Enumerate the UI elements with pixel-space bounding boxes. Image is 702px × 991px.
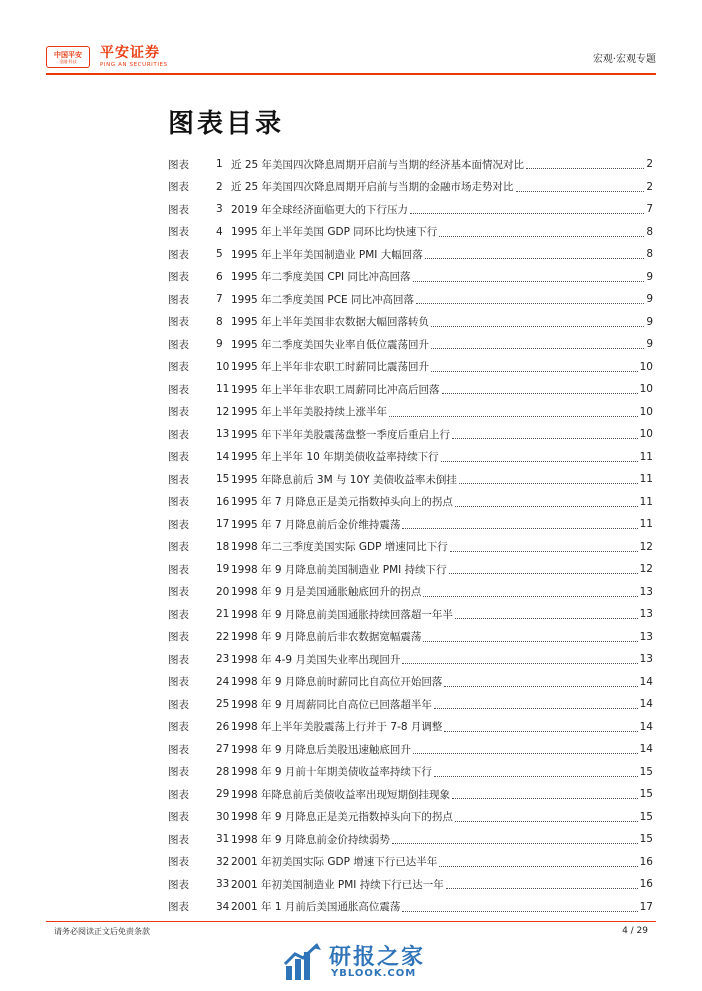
toc-title: 1998 年降息前后美债收益率出现短期倒挂现象	[231, 788, 451, 801]
toc-title: 1995 年上半年 10 年期美债收益率持续下行	[231, 451, 439, 464]
toc-leader	[402, 910, 637, 912]
toc-row[interactable]	[168, 176, 653, 199]
toc-leader	[516, 190, 645, 192]
toc-row[interactable]	[168, 806, 653, 829]
toc-label: 图表	[168, 766, 189, 779]
toc-title: 1995 年上半年美国制造业 PMI 大幅回落	[231, 248, 423, 261]
toc-page: 16	[639, 855, 653, 868]
toc-number: 28	[216, 765, 230, 778]
toc-title: 2001 年 1 月前后美国通胀高位震荡	[231, 901, 401, 914]
bar-chart-icon	[283, 942, 323, 982]
toc-leader	[455, 505, 638, 507]
toc-leader	[392, 842, 638, 844]
toc-leader	[425, 257, 645, 259]
brand-cn: 平安证券	[100, 45, 160, 61]
toc-page: 2	[646, 180, 653, 193]
toc-number: 1	[216, 158, 223, 171]
toc-number: 9	[216, 338, 223, 351]
toc-row[interactable]	[168, 356, 653, 379]
toc-leader	[423, 640, 637, 642]
toc-title: 1995 年 7 月降息正是美元指数掉头向上的拐点	[231, 496, 453, 509]
toc-label: 图表	[168, 158, 189, 171]
page-title: 图表目录	[168, 109, 285, 139]
toc-page: 14	[639, 675, 653, 688]
toc-title: 1995 年上半年美国 GDP 同环比均快速下行	[231, 226, 438, 239]
toc-number: 25	[216, 698, 230, 711]
toc-page: 9	[646, 338, 653, 351]
toc-page: 10	[639, 405, 653, 418]
toc-number: 11	[216, 383, 230, 396]
toc-label: 图表	[168, 518, 189, 531]
toc-leader	[434, 707, 638, 709]
pingan-logo	[46, 46, 90, 68]
toc-number: 32	[216, 855, 230, 868]
toc-label: 图表	[168, 428, 189, 441]
header-rule	[46, 73, 656, 75]
brand-en: PING AN SECURITIES	[100, 62, 168, 68]
toc-page: 11	[639, 450, 653, 463]
toc-number: 20	[216, 585, 230, 598]
toc-row[interactable]	[168, 378, 653, 401]
toc-label: 图表	[168, 743, 189, 756]
toc-label: 图表	[168, 293, 189, 306]
toc-number: 19	[216, 563, 230, 576]
toc-page: 13	[639, 653, 653, 666]
toc-label: 图表	[168, 631, 189, 644]
toc-row[interactable]	[168, 648, 653, 671]
toc-title: 1995 年二季度美国 PCE 同比冲高回落	[231, 293, 415, 306]
toc-number: 4	[216, 225, 223, 238]
toc-label: 图表	[168, 496, 189, 509]
toc-row[interactable]	[168, 468, 653, 491]
toc-leader	[389, 415, 638, 417]
toc-label: 图表	[168, 473, 189, 486]
toc-label: 图表	[168, 271, 189, 284]
toc-number: 21	[216, 608, 230, 621]
toc-page: 14	[639, 743, 653, 756]
toc-page: 11	[639, 518, 653, 531]
toc-title: 1998 年 9 月是美国通胀触底回升的拐点	[231, 586, 422, 599]
toc-label: 图表	[168, 586, 189, 599]
toc-page: 9	[646, 293, 653, 306]
toc-leader	[449, 572, 638, 574]
toc-number: 8	[216, 315, 223, 328]
toc-row[interactable]	[168, 693, 653, 716]
toc-label: 图表	[168, 541, 189, 554]
page-header	[46, 44, 656, 74]
toc-leader	[439, 865, 637, 867]
toc-leader	[441, 460, 638, 462]
toc-row[interactable]	[168, 896, 653, 919]
toc-title: 近 25 年美国四次降息周期开启前与当期的经济基本面情况对比	[231, 158, 525, 171]
toc-title: 1995 年二季度美国失业率自低位震荡回升	[231, 338, 430, 351]
toc-title: 1998 年上半年美股震荡上行并于 7-8 月调整	[231, 721, 443, 734]
toc-leader	[423, 595, 637, 597]
toc-number: 22	[216, 630, 230, 643]
toc-number: 26	[216, 720, 230, 733]
toc-row[interactable]	[168, 783, 653, 806]
toc-page: 10	[639, 428, 653, 441]
toc-row[interactable]	[168, 603, 653, 626]
toc-page: 8	[646, 225, 653, 238]
toc-number: 16	[216, 495, 230, 508]
toc-label: 图表	[168, 338, 189, 351]
toc-page: 15	[639, 765, 653, 778]
toc-title: 1995 年上半年非农职工时薪同比震荡回升	[231, 361, 430, 374]
toc-page: 17	[639, 900, 653, 913]
toc-row[interactable]	[168, 243, 653, 266]
toc-row[interactable]	[168, 513, 653, 536]
toc-label: 图表	[168, 248, 189, 261]
toc-leader	[413, 280, 645, 282]
footer-rule	[46, 921, 656, 922]
toc-title: 1998 年 9 月降息前美国通胀持续回落超一年半	[231, 608, 453, 621]
toc-leader	[431, 347, 644, 349]
toc-title: 近 25 年美国四次降息周期开启前与当期的金融市场走势对比	[231, 181, 514, 194]
toc-page: 13	[639, 630, 653, 643]
toc-page: 10	[639, 383, 653, 396]
toc-page: 8	[646, 248, 653, 261]
toc-title: 1998 年二三季度美国实际 GDP 增速同比下行	[231, 541, 448, 554]
toc-label: 图表	[168, 203, 189, 216]
toc-row[interactable]	[168, 828, 653, 851]
toc-label: 图表	[168, 721, 189, 734]
toc-page: 16	[639, 878, 653, 891]
toc-leader	[402, 527, 637, 529]
toc-row[interactable]	[168, 333, 653, 356]
toc-row[interactable]	[168, 491, 653, 514]
toc-row[interactable]	[168, 581, 653, 604]
toc-label: 图表	[168, 788, 189, 801]
toc-number: 23	[216, 653, 230, 666]
toc-row[interactable]	[168, 873, 653, 896]
toc-page: 9	[646, 270, 653, 283]
toc-number: 6	[216, 270, 223, 283]
toc-leader	[434, 775, 638, 777]
toc-leader	[452, 437, 638, 439]
toc-number: 33	[216, 878, 230, 891]
toc-leader	[459, 482, 638, 484]
toc-title: 1998 年 9 月降息前金价持续弱势	[231, 833, 390, 846]
toc-leader	[455, 820, 638, 822]
toc-page: 11	[639, 495, 653, 508]
toc-page: 7	[646, 203, 653, 216]
toc-row[interactable]	[168, 311, 653, 334]
toc-number: 2	[216, 180, 223, 193]
toc-page: 13	[639, 608, 653, 621]
toc-leader	[526, 167, 644, 169]
toc-label: 图表	[168, 608, 189, 621]
toc-label: 图表	[168, 811, 189, 824]
toc-title: 2001 年初美国实际 GDP 增速下行已达半年	[231, 856, 438, 869]
toc-row[interactable]	[168, 558, 653, 581]
logo-line1: 中国平安	[54, 50, 82, 59]
toc-title: 1995 年 7 月降息前后金价维持震荡	[231, 518, 401, 531]
toc-row[interactable]	[168, 626, 653, 649]
toc-number: 30	[216, 810, 230, 823]
toc-row[interactable]	[168, 221, 653, 244]
toc-title: 1998 年 9 月降息后美股迅速触底回升	[231, 743, 411, 756]
toc-page: 15	[639, 810, 653, 823]
toc-title: 1995 年上半年美国非农数据大幅回落转负	[231, 316, 430, 329]
toc-number: 3	[216, 203, 223, 216]
toc-page: 12	[639, 540, 653, 553]
toc-number: 24	[216, 675, 230, 688]
toc-row[interactable]	[168, 851, 653, 874]
watermark	[283, 938, 453, 988]
toc-number: 31	[216, 833, 230, 846]
toc-page: 11	[639, 473, 653, 486]
toc-row[interactable]	[168, 198, 653, 221]
toc-leader	[413, 752, 638, 754]
toc-title: 1995 年降息前后 3M 与 10Y 美债收益率未倒挂	[231, 473, 457, 486]
toc-row[interactable]	[168, 671, 653, 694]
toc-title: 1998 年 9 月降息前后非农数据宽幅震荡	[231, 631, 422, 644]
toc-number: 18	[216, 540, 230, 553]
toc-label: 图表	[168, 451, 189, 464]
footer-disclaimer: 请务必阅读正文后免责条款	[54, 927, 150, 936]
toc-title: 1995 年上半年非农职工周薪同比冲高后回落	[231, 383, 440, 396]
toc-label: 图表	[168, 361, 189, 374]
section-label: 宏观·宏观专题	[592, 54, 656, 65]
toc-row[interactable]	[168, 761, 653, 784]
toc-row[interactable]	[168, 716, 653, 739]
toc-leader	[442, 392, 638, 394]
page-number: 4 / 29	[622, 926, 648, 936]
toc-number: 27	[216, 743, 230, 756]
toc-title: 1995 年上半年美股持续上涨半年	[231, 406, 388, 419]
toc-label: 图表	[168, 878, 189, 891]
toc-label: 图表	[168, 676, 189, 689]
toc-title: 1998 年 9 月降息前时薪同比自高位开始回落	[231, 676, 443, 689]
toc-label: 图表	[168, 316, 189, 329]
toc-page: 9	[646, 315, 653, 328]
toc-leader	[452, 797, 638, 799]
toc-label: 图表	[168, 856, 189, 869]
toc-page: 13	[639, 585, 653, 598]
toc-number: 13	[216, 428, 230, 441]
toc-leader	[431, 370, 638, 372]
toc-leader	[444, 685, 637, 687]
toc-number: 12	[216, 405, 230, 418]
brand	[100, 45, 168, 69]
toc-row[interactable]	[168, 423, 653, 446]
toc-label: 图表	[168, 698, 189, 711]
toc-title: 1998 年 9 月降息正是美元指数掉头向下的拐点	[231, 811, 453, 824]
toc-page: 14	[639, 720, 653, 733]
watermark-cn: 研报之家	[329, 945, 426, 970]
toc-number: 10	[216, 360, 230, 373]
toc-page: 12	[639, 563, 653, 576]
toc-title: 2001 年初美国制造业 PMI 持续下行已达一年	[231, 878, 444, 891]
toc-row[interactable]	[168, 536, 653, 559]
toc-label: 图表	[168, 181, 189, 194]
toc-leader	[446, 887, 638, 889]
toc-row[interactable]	[168, 446, 653, 469]
toc-row[interactable]	[168, 266, 653, 289]
toc-page: 15	[639, 833, 653, 846]
toc-row[interactable]	[168, 288, 653, 311]
toc-number: 29	[216, 788, 230, 801]
toc-leader	[416, 302, 644, 304]
toc-number: 17	[216, 518, 230, 531]
toc-page: 14	[639, 698, 653, 711]
toc-number: 7	[216, 293, 223, 306]
toc-page: 15	[639, 788, 653, 801]
toc-label: 图表	[168, 833, 189, 846]
toc-number: 34	[216, 900, 230, 913]
toc-title: 1998 年 9 月降息前美国制造业 PMI 持续下行	[231, 563, 447, 576]
toc-title: 1995 年下半年美股震荡盘整一季度后重启上行	[231, 428, 451, 441]
toc-row[interactable]	[168, 153, 653, 176]
toc-label: 图表	[168, 901, 189, 914]
toc-leader	[431, 325, 644, 327]
toc-label: 图表	[168, 563, 189, 576]
toc-title: 1995 年二季度美国 CPI 同比冲高回落	[231, 271, 411, 284]
toc-page: 10	[639, 360, 653, 373]
toc-number: 5	[216, 248, 223, 261]
toc-title: 2019 年全球经济面临更大的下行压力	[231, 203, 409, 216]
toc-label: 图表	[168, 406, 189, 419]
toc-leader	[455, 617, 638, 619]
toc-leader	[402, 662, 637, 664]
watermark-en: YBLOOK.COM	[331, 968, 417, 979]
toc-label: 图表	[168, 383, 189, 396]
toc-number: 14	[216, 450, 230, 463]
toc-title: 1998 年 9 月周薪同比自高位已回落超半年	[231, 698, 432, 711]
toc-leader	[410, 212, 644, 214]
table-of-figures	[168, 153, 653, 918]
logo-line2: 金融·科技	[59, 58, 77, 64]
toc-title: 1998 年 9 月前十年期美债收益率持续下行	[231, 766, 432, 779]
toc-label: 图表	[168, 226, 189, 239]
toc-title: 1998 年 4-9 月美国失业率出现回升	[231, 653, 401, 666]
toc-number: 15	[216, 473, 230, 486]
toc-label: 图表	[168, 653, 189, 666]
toc-leader	[444, 730, 637, 732]
toc-leader	[450, 550, 638, 552]
toc-page: 2	[646, 158, 653, 171]
toc-row[interactable]	[168, 738, 653, 761]
toc-leader	[439, 235, 644, 237]
toc-row[interactable]	[168, 401, 653, 424]
